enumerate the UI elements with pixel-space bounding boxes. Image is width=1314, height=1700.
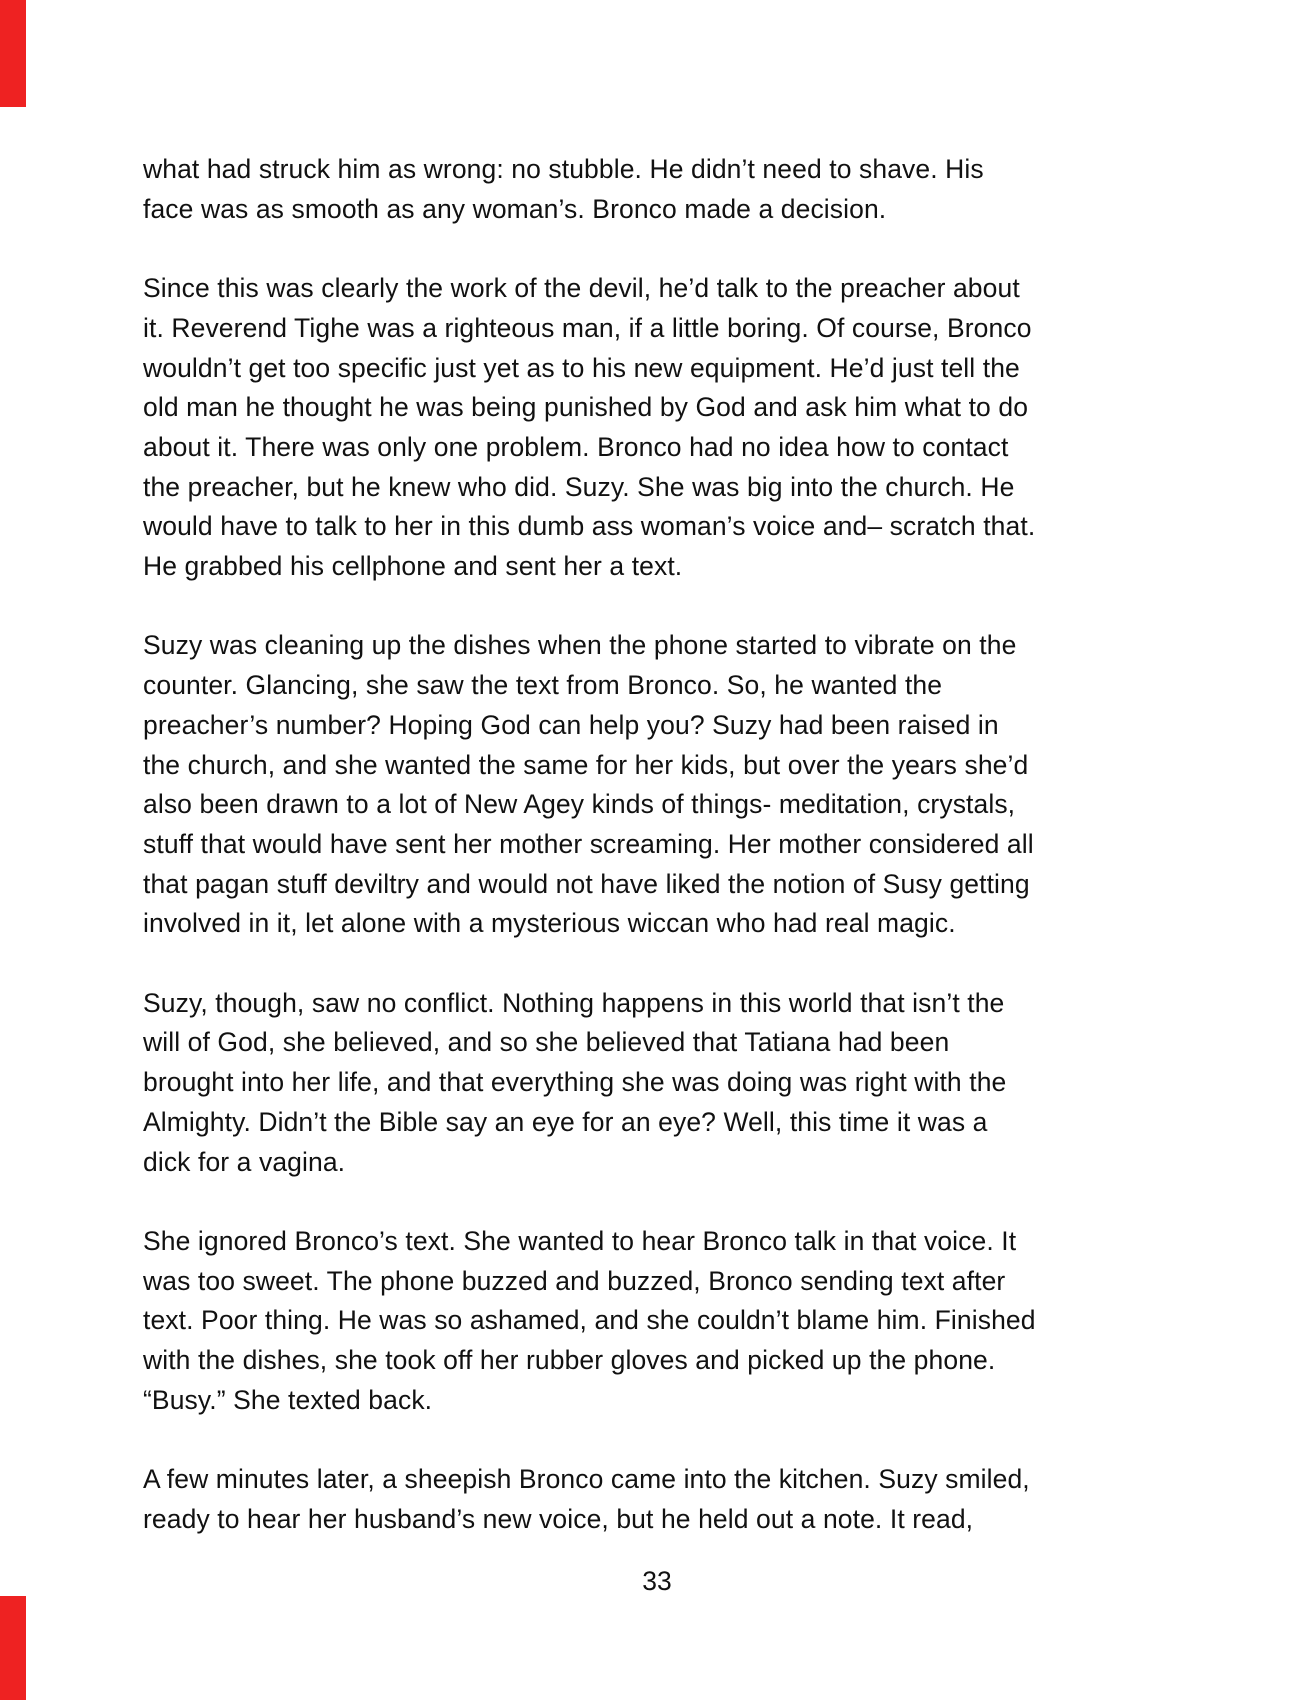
page-edge-marker-top — [0, 0, 26, 107]
text-line: it. Reverend Tighe was a righteous man, if a little boring. Of course, Bronco — [143, 312, 1032, 343]
text-line: will of God, she believed, and so she believed that Tatiana had been — [143, 1027, 950, 1058]
paragraph — [143, 150, 1243, 229]
text-line: Suzy, though, saw no conflict. Nothing happens in this world that isn’t the — [143, 987, 1005, 1018]
paragraph — [143, 984, 1243, 1183]
text-line: text. Poor thing. He was so ashamed, and she couldn’t blame him. Finished — [143, 1305, 1036, 1336]
text-line: He grabbed his cellphone and sent her a text. — [143, 551, 683, 582]
text-line: ready to hear her husband’s new voice, but he held out a note. It read, — [143, 1503, 974, 1534]
text-line: brought into her life, and that everything she was doing was right with the — [143, 1067, 1007, 1098]
text-line: Almighty. Didn’t the Bible say an eye for an eye? Well, this time it was a — [143, 1106, 988, 1137]
text-line: the preacher, but he knew who did. Suzy. She was big into the church. He — [143, 471, 1015, 502]
text-line: also been drawn to a lot of New Agey kinds of things- meditation, crystals, — [143, 789, 1016, 820]
text-line: counter. Glancing, she saw the text from Bronco. So, he wanted the — [143, 670, 943, 701]
text-line: Since this was clearly the work of the devil, he’d talk to the preacher about — [143, 273, 1020, 304]
text-line: A few minutes later, a sheepish Bronco came into the kitchen. Suzy smiled, — [143, 1464, 1030, 1495]
paragraph — [143, 269, 1243, 587]
text-line: involved in it, let alone with a mysterious wiccan who had real magic. — [143, 908, 956, 939]
paragraph — [143, 1222, 1243, 1421]
text-line: with the dishes, she took off her rubber gloves and picked up the phone. — [143, 1345, 996, 1376]
page-edge-marker-bottom — [0, 1596, 26, 1700]
text-line: about it. There was only one problem. Bronco had no idea how to contact — [143, 431, 1009, 462]
text-line: was too sweet. The phone buzzed and buzzed, Bronco sending text after — [143, 1265, 1006, 1296]
text-line: wouldn’t get too specific just yet as to his new equipment. He’d just tell the — [143, 352, 1020, 383]
text-line: “Busy.” She texted back. — [143, 1384, 433, 1415]
text-line: stuff that would have sent her mother screaming. Her mother considered all — [143, 828, 1034, 859]
text-line: would have to talk to her in this dumb ass woman’s voice and– scratch that. — [143, 511, 1036, 542]
text-line: Suzy was cleaning up the dishes when the phone started to vibrate on the — [143, 630, 1017, 661]
text-line: old man he thought he was being punished by God and ask him what to do — [143, 392, 1029, 423]
page-text — [143, 150, 1243, 1579]
paragraph — [143, 1460, 1243, 1539]
text-line: dick for a vagina. — [143, 1146, 346, 1177]
text-line: the church, and she wanted the same for her kids, but over the years she’d — [143, 749, 1029, 780]
paragraph — [143, 626, 1243, 944]
text-line: face was as smooth as any woman’s. Bronco made a decision. — [143, 193, 887, 224]
text-line: that pagan stuff deviltry and would not have liked the notion of Susy getting — [143, 868, 1030, 899]
text-line: preacher’s number? Hoping God can help you? Suzy had been raised in — [143, 709, 999, 740]
text-line: She ignored Bronco’s text. She wanted to hear Bronco talk in that voice. It — [143, 1225, 1017, 1256]
text-line: what had struck him as wrong: no stubble. He didn’t need to shave. His — [143, 154, 984, 184]
page-number: 33 — [642, 1566, 672, 1596]
